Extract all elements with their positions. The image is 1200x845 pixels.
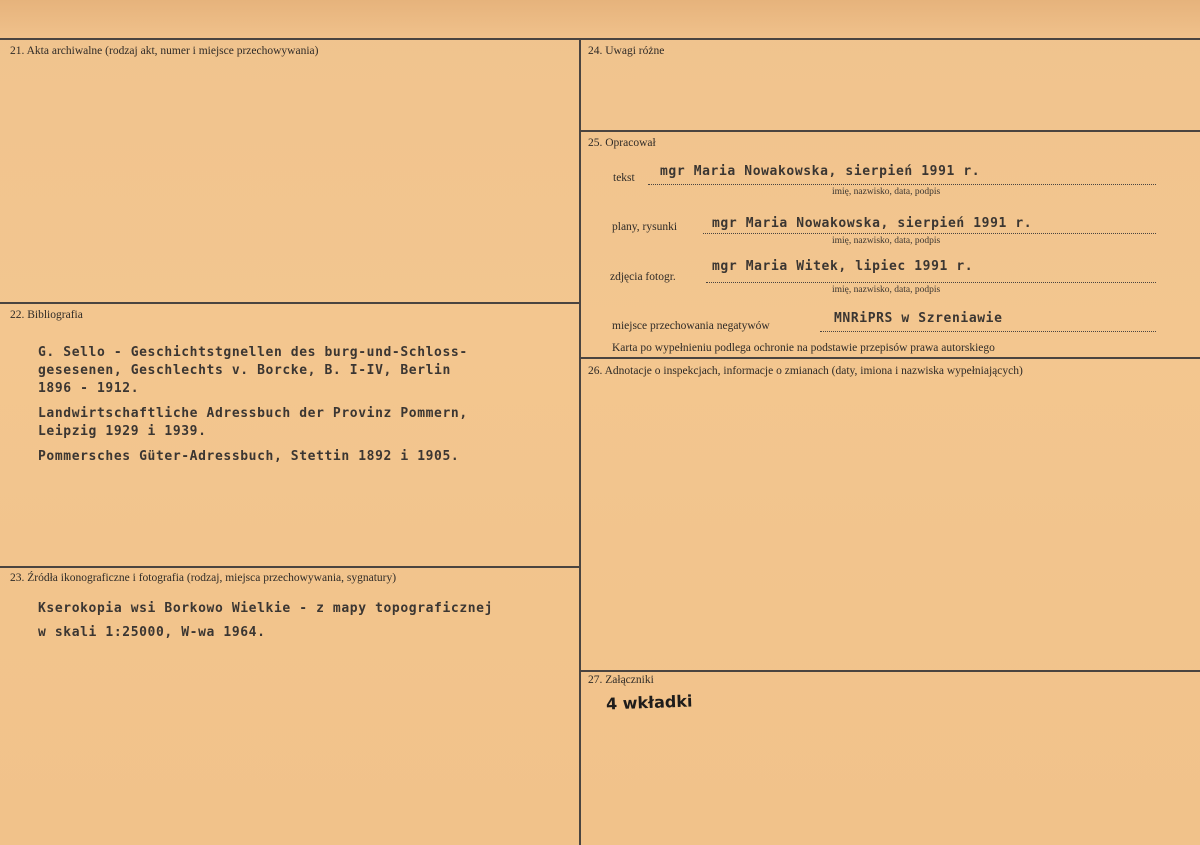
zdjecia-value: mgr Maria Witek, lipiec 1991 r.: [712, 259, 974, 274]
bibliography-line: 1896 - 1912.: [38, 381, 140, 396]
divider-26-27: [580, 670, 1200, 672]
zdjecia-label: zdjęcia fotogr.: [610, 271, 676, 283]
zdjecia-line: [706, 282, 1156, 283]
top-rule: [0, 38, 1200, 40]
divider-25-26: [580, 357, 1200, 359]
bibliography-line: Pommersches Güter-Adressbuch, Stettin 1892 i 1905.: [38, 449, 460, 464]
bibliography-line: Landwirtschaftliche Adressbuch der Provinz Pommern,: [38, 406, 468, 421]
tekst-label: tekst: [613, 172, 635, 184]
plany-caption: imię, nazwisko, data, podpis: [832, 236, 941, 246]
negatywy-line: [820, 331, 1156, 332]
section-24-label: 24. Uwagi różne: [588, 45, 665, 57]
center-divider: [579, 38, 581, 845]
section-25-label: 25. Opracował: [588, 137, 656, 149]
card-top-edge: [0, 0, 1200, 38]
tekst-caption: imię, nazwisko, data, podpis: [832, 187, 941, 197]
section-23-label: 23. Źródła ikonograficzne i fotografia (rodzaj, miejsca przechowywania, sygnatury): [10, 572, 397, 584]
bibliography-line: Leipzig 1929 i 1939.: [38, 424, 207, 439]
zdjecia-caption: imię, nazwisko, data, podpis: [832, 285, 941, 295]
attachments-handwritten: 4 wkładki: [605, 691, 693, 714]
iconography-line: w skali 1:25000, W-wa 1964.: [38, 625, 266, 640]
plany-value: mgr Maria Nowakowska, sierpień 1991 r.: [712, 216, 1033, 231]
divider-22-23: [0, 566, 580, 568]
section-22-label: 22. Bibliografia: [10, 309, 83, 321]
section-26-label: 26. Adnotacje o inspekcjach, informacje o zmianach (daty, imiona i nazwiska wypełniających): [588, 365, 1023, 377]
copyright-note: Karta po wypełnieniu podlega ochronie na podstawie przepisów prawa autorskiego: [612, 342, 995, 354]
section-21-label: 21. Akta archiwalne (rodzaj akt, numer i miejsce przechowywania): [10, 45, 319, 57]
bibliography-line: gesesenen, Geschlechts v. Borcke, B. I-IV, Berlin: [38, 363, 451, 378]
tekst-line: [648, 184, 1156, 185]
bibliography-line: G. Sello - Geschichtstgnellen des burg-und-Schloss-: [38, 345, 468, 360]
divider-21-22: [0, 302, 580, 304]
tekst-value: mgr Maria Nowakowska, sierpień 1991 r.: [660, 164, 981, 179]
divider-24-25: [580, 130, 1200, 132]
plany-label: plany, rysunki: [612, 221, 678, 233]
plany-line: [703, 233, 1156, 234]
negatywy-value: MNRiPRS w Szreniawie: [834, 311, 1003, 326]
section-27-label: 27. Załączniki: [588, 674, 654, 686]
negatywy-label: miejsce przechowania negatywów: [612, 320, 770, 332]
iconography-line: Kserokopia wsi Borkowo Wielkie - z mapy topograficznej: [38, 601, 494, 616]
